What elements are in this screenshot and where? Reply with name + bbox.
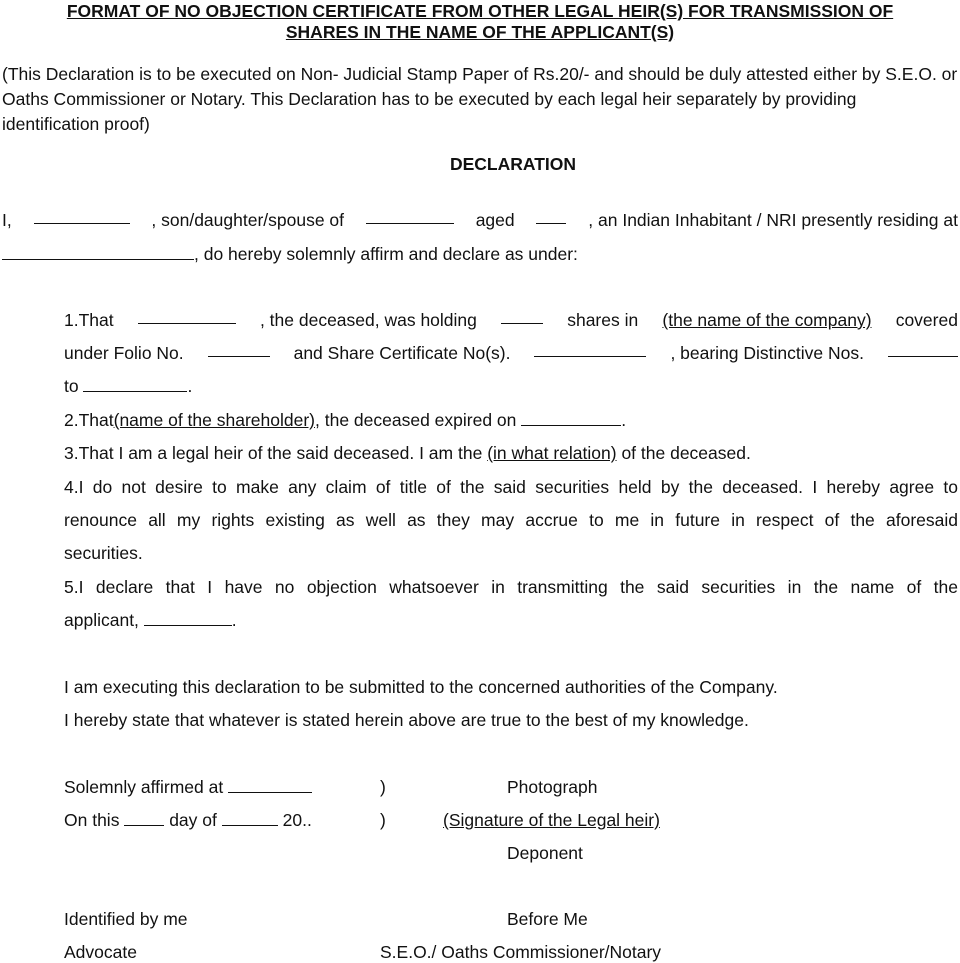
instruction-paragraph: (This Declaration is to be executed on Non- Judicial Stamp Paper of Rs.20/- and should be duly attested either by S.E.O. or Oaths Commissioner or Notary. This Declaration has to be executed by each legal heir separately by providing identification proof) (2, 64, 958, 134)
clause-5-line-2 (64, 609, 237, 631)
clause-4-line-3: securities. (64, 543, 143, 563)
clause-1-that: 1.That (64, 310, 114, 330)
intro-text-affirm: , do hereby solemnly affirm and declare as under: (194, 244, 578, 264)
closing-line-2: I hereby state that whatever is stated herein above are true to the best of my knowledge. (64, 710, 749, 730)
intro-text-residing: , an Indian Inhabitant / NRI presently residing at (588, 210, 958, 230)
clause-4-line-1: 4.I do not desire to make any claim of title of the said securities held by the deceased. I hereby agree to (64, 477, 958, 497)
deponent-label: Deponent (507, 843, 583, 863)
clause-1-certificate: and Share Certificate No(s). (293, 343, 511, 363)
advocate-label: Advocate (64, 942, 137, 962)
day-of-label: day of (169, 810, 217, 830)
parent-name-blank[interactable] (366, 209, 454, 224)
clause-1-line-1 (64, 309, 958, 331)
age-blank[interactable] (536, 209, 566, 224)
document-title-line-1: FORMAT OF NO OBJECTION CERTIFICATE FROM OTHER LEGAL HEIR(S) FOR TRANSMISSION OF (66, 1, 894, 21)
clause-1-folio: under Folio No. (64, 343, 184, 363)
clause-1-line-3 (64, 375, 192, 397)
identified-by-me-label: Identified by me (64, 909, 188, 929)
clause-1-holding: , the deceased, was holding (259, 310, 477, 330)
clause-4-line-2: renounce all my rights existing as well as they may accrue to me in future in respect of the aforesaid (64, 510, 958, 530)
clause-1-covered: covered (895, 310, 958, 330)
place-blank[interactable] (228, 778, 312, 793)
shares-count-blank[interactable] (501, 309, 543, 324)
folio-number-blank[interactable] (208, 342, 270, 357)
clause-1-shares-in: shares in (567, 310, 639, 330)
applicant-name-blank[interactable] (144, 611, 232, 626)
affirmed-at-label: Solemnly affirmed at (64, 777, 224, 797)
clause-1-line-2 (64, 342, 958, 364)
authority-label: S.E.O./ Oaths Commissioner/Notary (380, 942, 662, 962)
on-this-label: On this (64, 810, 120, 830)
clause-3 (64, 442, 751, 464)
clause-2-expired: , the deceased expired on (315, 410, 517, 430)
intro-text-i: I, (2, 210, 12, 230)
paren-1: ) (380, 777, 386, 797)
day-blank[interactable] (124, 811, 164, 826)
clause-2-that: 2.That (64, 410, 114, 430)
clause-5-applicant: applicant, (64, 610, 139, 630)
paren-2: ) (380, 810, 386, 830)
clause-2 (64, 409, 626, 431)
photograph-label: Photograph (507, 777, 598, 797)
intro-text-aged: aged (475, 210, 515, 230)
company-name-placeholder: (the name of the company) (662, 310, 872, 330)
clause-3-end: of the deceased. (621, 443, 751, 463)
intro-text-relation: , son/daughter/spouse of (151, 210, 345, 230)
clause-5-period: . (231, 610, 237, 630)
clause-5-line-1: 5.I declare that I have no objection whatsoever in transmitting the said securities in the name of the (64, 577, 958, 597)
intro-line-2 (2, 243, 578, 265)
affirmed-at-line (64, 776, 312, 798)
clause-3-text: 3.That I am a legal heir of the said deceased. I am the (64, 443, 483, 463)
clause-1-to: to (64, 376, 79, 396)
intro-line-1 (2, 209, 958, 231)
relation-placeholder: (in what relation) (487, 443, 617, 463)
certificate-number-blank[interactable] (534, 342, 646, 357)
declaration-heading: DECLARATION (449, 154, 577, 174)
deceased-name-blank[interactable] (138, 309, 236, 324)
clause-1-period: . (187, 376, 193, 396)
shareholder-name-placeholder: (name of the shareholder) (113, 410, 315, 430)
closing-line-1: I am executing this declaration to be submitted to the concerned authorities of the Company. (64, 677, 778, 697)
clause-1-distinctive: , bearing Distinctive Nos. (670, 343, 864, 363)
signature-of-legal-heir-label: (Signature of the Legal heir) (443, 810, 660, 830)
date-of-death-blank[interactable] (521, 411, 621, 426)
before-me-label: Before Me (507, 909, 588, 929)
distinctive-to-blank[interactable] (83, 377, 187, 392)
document-title-line-2: SHARES IN THE NAME OF THE APPLICANT(S) (285, 22, 675, 42)
year-label: 20.. (282, 810, 312, 830)
on-this-line (64, 809, 312, 831)
name-blank[interactable] (34, 209, 130, 224)
distinctive-from-blank[interactable] (888, 342, 958, 357)
address-blank[interactable] (2, 245, 194, 260)
clause-2-period: . (621, 410, 627, 430)
month-blank[interactable] (222, 811, 278, 826)
